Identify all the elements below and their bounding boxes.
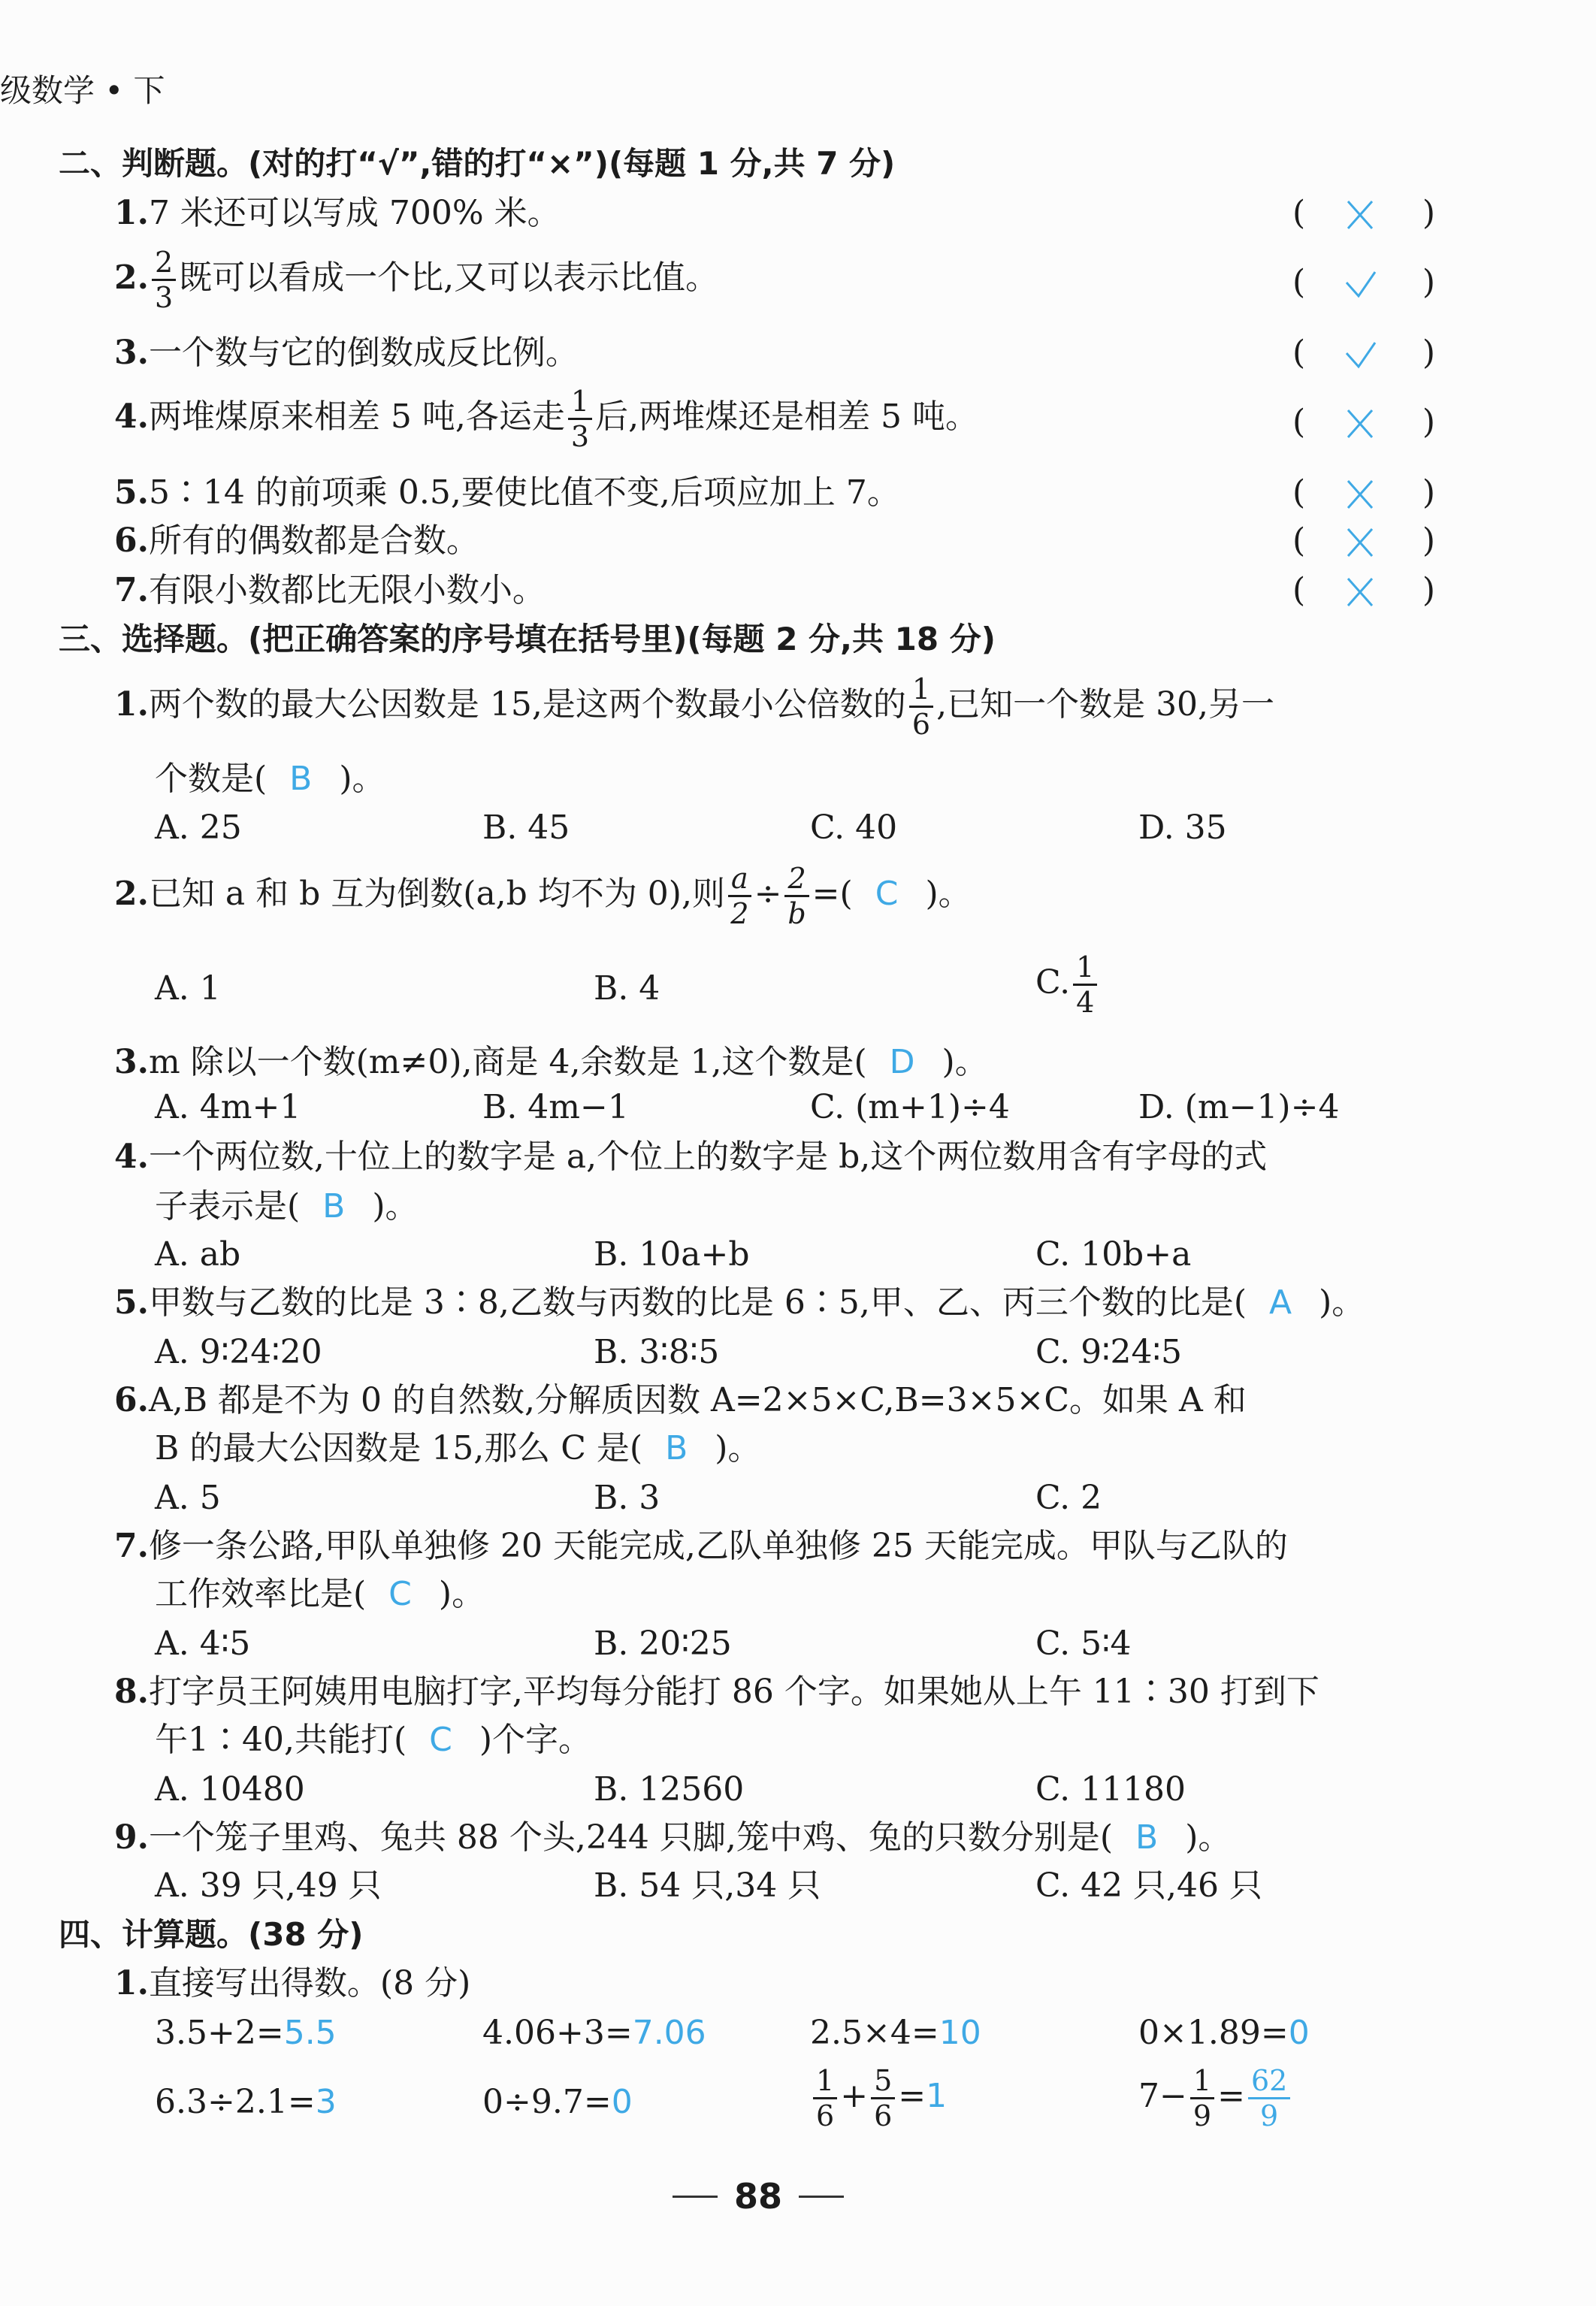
option: B. 3∶8∶5	[594, 1333, 720, 1371]
option-label: C.	[1035, 963, 1071, 1002]
item-text: 两堆煤原来相差 5 吨,各运走	[148, 397, 565, 436]
item-number: 6.	[114, 521, 149, 560]
question-text: 个数是(	[155, 760, 268, 798]
judge-item-7	[114, 571, 546, 609]
fraction: $\frac{2}{b}$	[784, 864, 809, 928]
choice-q3-line1	[114, 1043, 988, 1081]
item-text: 一个数与它的倒数成反比例。	[148, 334, 579, 372]
choice-q1-line2	[155, 760, 385, 798]
option: B. 4m−1	[482, 1088, 629, 1126]
option: C. 9∶24∶5	[1035, 1333, 1182, 1371]
answer-letter: B	[322, 1187, 346, 1226]
fraction: $\frac{5}{6}$	[871, 2066, 895, 2130]
option: B. 12560	[594, 1770, 745, 1809]
option: B. 3	[594, 1479, 660, 1517]
question-text: )。	[1319, 1283, 1365, 1322]
judge-item-5	[114, 473, 900, 512]
judge-answer-2: ( )	[1292, 266, 1435, 304]
option: B. 4	[594, 969, 660, 1008]
option: A. 1	[155, 969, 221, 1008]
expression: 3.5+2=	[155, 2014, 284, 2052]
item-number: 8.	[114, 1673, 149, 1711]
choice-q7-line1	[114, 1527, 1288, 1565]
expression: 2.5×4=	[810, 2014, 939, 2052]
expression: 4.06+3=	[482, 2014, 633, 2052]
option: C. 42 只,46 只	[1035, 1866, 1263, 1905]
item-text: 所有的偶数都是合数。	[148, 521, 479, 560]
question-text: ,已知一个数是 30,另一	[936, 685, 1275, 724]
answer-value: 1	[926, 2077, 948, 2115]
option: C. 40	[810, 808, 898, 847]
answer-value: 5.5	[283, 2014, 337, 2052]
cross-mark-icon	[1339, 403, 1381, 445]
option: B. 45	[482, 808, 570, 847]
item-text: 7 米还可以写成 700% 米。	[148, 194, 561, 232]
page-number-text: 88	[734, 2176, 783, 2217]
item-number: 2.	[114, 258, 149, 297]
judge-answer-4: ( )	[1292, 406, 1435, 443]
item-number: 7.	[114, 1527, 149, 1565]
judge-answer-6: ( )	[1292, 524, 1435, 562]
question-text: )。	[1185, 1818, 1232, 1857]
item-text: 有限小数都比无限小数小。	[148, 571, 546, 609]
judge-answer-5: ( )	[1292, 476, 1435, 514]
judge-answer-1: ( )	[1292, 197, 1435, 234]
answer-fraction: $\frac{62}{9}$	[1248, 2066, 1290, 2130]
page-number	[673, 2176, 844, 2217]
expression: 7−	[1138, 2077, 1187, 2115]
choice-q6-line2	[155, 1429, 761, 1467]
expression: 0×1.89=	[1138, 2014, 1289, 2052]
question-text: )个字。	[479, 1721, 592, 1759]
answer-letter: B	[1135, 1818, 1159, 1857]
item-number: 2.	[114, 875, 149, 913]
choice-q9-line1	[114, 1818, 1232, 1857]
option: A. ab	[155, 1235, 241, 1274]
option: A. 5	[155, 1479, 221, 1517]
fraction: $\frac{1}{6}$	[909, 675, 933, 739]
question-text: =(	[812, 875, 853, 913]
question-text: 修一条公路,甲队单独修 20 天能完成,乙队单独修 25 天能完成。甲队与乙队的	[148, 1527, 1288, 1565]
cross-mark-icon	[1339, 194, 1381, 236]
question-text: A,B 都是不为 0 的自然数,分解质因数 A=2×5×C,B=3×5×C。如果 A 和	[148, 1381, 1247, 1419]
option: A. 4∶5	[155, 1624, 251, 1663]
judge-item-2	[114, 248, 718, 312]
judge-item-6	[114, 521, 479, 560]
question-text: 午1∶40,共能打(	[155, 1721, 407, 1759]
operator: ÷	[754, 875, 782, 913]
item-number: 1.	[114, 1964, 149, 2002]
fraction: $\frac{1}{6}$	[813, 2066, 837, 2130]
question-text: )。	[339, 760, 385, 798]
option: A. 4m+1	[155, 1088, 301, 1126]
question-text: )。	[942, 1043, 988, 1081]
option: C. (m+1)÷4	[810, 1088, 1010, 1126]
answer-value: 0	[1288, 2014, 1310, 2052]
choice-q4-line1	[114, 1138, 1268, 1176]
section-4-title: 四、计算题。(38 分)	[59, 1916, 364, 1953]
item-number: 6.	[114, 1381, 149, 1419]
option: B. 20∶25	[594, 1624, 732, 1663]
choice-q5-line1	[114, 1283, 1365, 1322]
item-text: 后,两堆煤还是相差 5 吨。	[595, 397, 979, 436]
expression: 6.3÷2.1=	[155, 2083, 316, 2121]
item-number: 7.	[114, 571, 149, 609]
question-text: 两个数的最大公因数是 15,是这两个数最小公倍数的	[148, 685, 906, 724]
question-text: 已知 a 和 b 互为倒数(a,b 均不为 0),则	[148, 875, 725, 913]
option: C. 10b+a	[1035, 1235, 1192, 1274]
option: D. (m−1)÷4	[1138, 1088, 1340, 1126]
option: A. 25	[155, 808, 242, 847]
answer-value: 3	[315, 2083, 337, 2121]
judge-item-4	[114, 387, 978, 451]
answer-letter: D	[889, 1043, 915, 1081]
calc-item	[482, 2014, 706, 2052]
calc-item	[1138, 2066, 1293, 2130]
question-text: )。	[372, 1187, 419, 1226]
choice-q6-line1	[114, 1381, 1247, 1419]
cross-mark-icon	[1339, 571, 1381, 613]
calc-item	[810, 2066, 947, 2130]
item-number: 9.	[114, 1818, 149, 1857]
item-number: 5.	[114, 1283, 149, 1322]
calc-sub1	[114, 1964, 471, 2002]
fraction: $\frac{a}{2}$	[728, 864, 751, 928]
check-mark-icon	[1339, 263, 1381, 305]
question-text: 一个笼子里鸡、兔共 88 个头,244 只脚,笼中鸡、兔的只数分别是(	[148, 1818, 1114, 1857]
option: C. 5∶4	[1035, 1624, 1132, 1663]
fraction: $\frac{2}{3}$	[152, 248, 176, 312]
running-header: 级数学 • 下	[0, 72, 165, 109]
item-number: 4.	[114, 397, 149, 436]
option: B. 10a+b	[594, 1235, 750, 1274]
calc-item	[155, 2083, 337, 2121]
page-number-rule-right	[799, 2196, 844, 2198]
option: A. 39 只,49 只	[155, 1866, 382, 1905]
item-number: 3.	[114, 334, 149, 372]
answer-value: 7.06	[632, 2014, 706, 2052]
cross-mark-icon	[1339, 473, 1381, 515]
page-number-rule-left	[673, 2196, 718, 2198]
operator: =	[898, 2077, 926, 2115]
choice-q2-line1	[114, 864, 972, 928]
option: C. 2	[1035, 1479, 1102, 1517]
option: B. 54 只,34 只	[594, 1866, 821, 1905]
question-text: m 除以一个数(m≠0),商是 4,余数是 1,这个数是(	[148, 1043, 867, 1081]
section-3-title: 三、选择题。(把正确答案的序号填在括号里)(每题 2 分,共 18 分)	[59, 621, 996, 657]
item-number: 3.	[114, 1043, 149, 1081]
choice-q8-line2	[155, 1721, 592, 1759]
judge-answer-3: ( )	[1292, 337, 1435, 374]
option: D. 35	[1138, 808, 1227, 847]
answer-letter: C	[388, 1575, 412, 1613]
option: A. 10480	[155, 1770, 305, 1809]
choice-q7-line2	[155, 1575, 485, 1613]
calc-item	[1138, 2014, 1310, 2052]
calc-item	[810, 2014, 981, 2052]
fraction: $\frac{1}{4}$	[1073, 953, 1097, 1017]
answer-value: 0	[611, 2083, 633, 2121]
option: C. 11180	[1035, 1770, 1186, 1809]
answer-letter: C	[429, 1721, 452, 1759]
question-text: 工作效率比是(	[155, 1575, 367, 1613]
answer-letter: A	[1269, 1283, 1292, 1322]
answer-value: 10	[939, 2014, 981, 2052]
judge-answer-7: ( )	[1292, 574, 1435, 612]
operator: =	[1217, 2077, 1245, 2115]
fraction: $\frac{1}{9}$	[1190, 2066, 1214, 2130]
fraction: $\frac{1}{3}$	[568, 387, 592, 451]
question-text: 甲数与乙数的比是 3∶8,乙数与丙数的比是 6∶5,甲、乙、丙三个数的比是(	[148, 1283, 1247, 1322]
check-mark-icon	[1339, 334, 1381, 376]
question-text: )。	[438, 1575, 485, 1613]
question-text: 子表示是(	[155, 1187, 301, 1226]
question-text: B 的最大公因数是 15,那么 C 是(	[155, 1429, 643, 1467]
question-text: )。	[925, 875, 972, 913]
section-2-title: 二、判断题。(对的打“√”,错的打“×”)(每题 1 分,共 7 分)	[59, 145, 896, 182]
item-number: 4.	[114, 1138, 149, 1176]
judge-item-3	[114, 334, 579, 372]
item-text: 既可以看成一个比,又可以表示比值。	[179, 258, 719, 297]
calc-item	[155, 2014, 337, 2052]
choice-q4-line2	[155, 1187, 419, 1226]
choice-q8-line1	[114, 1673, 1319, 1711]
operator: +	[840, 2077, 869, 2115]
question-text: 打字员王阿姨用电脑打字,平均每分能打 86 个字。如果她从上午 11∶30 打到下	[148, 1673, 1319, 1711]
answer-letter: B	[289, 760, 313, 798]
question-text: 直接写出得数。(8 分)	[148, 1964, 471, 2002]
calc-item	[482, 2083, 633, 2121]
item-number: 5.	[114, 473, 149, 512]
item-number: 1.	[114, 685, 149, 724]
answer-letter: B	[665, 1429, 688, 1467]
cross-mark-icon	[1339, 521, 1381, 564]
item-text: 5∶14 的前项乘 0.5,要使比值不变,后项应加上 7。	[148, 473, 900, 512]
expression: 0÷9.7=	[482, 2083, 612, 2121]
question-text: )。	[715, 1429, 761, 1467]
judge-item-1	[114, 194, 561, 232]
option	[1035, 953, 1100, 1017]
answer-letter: C	[875, 875, 899, 913]
choice-q1-line1	[114, 672, 1275, 741]
question-text: 一个两位数,十位上的数字是 a,个位上的数字是 b,这个两位数用含有字母的式	[148, 1138, 1268, 1176]
option: A. 9∶24∶20	[155, 1333, 322, 1371]
item-number: 1.	[114, 194, 149, 232]
